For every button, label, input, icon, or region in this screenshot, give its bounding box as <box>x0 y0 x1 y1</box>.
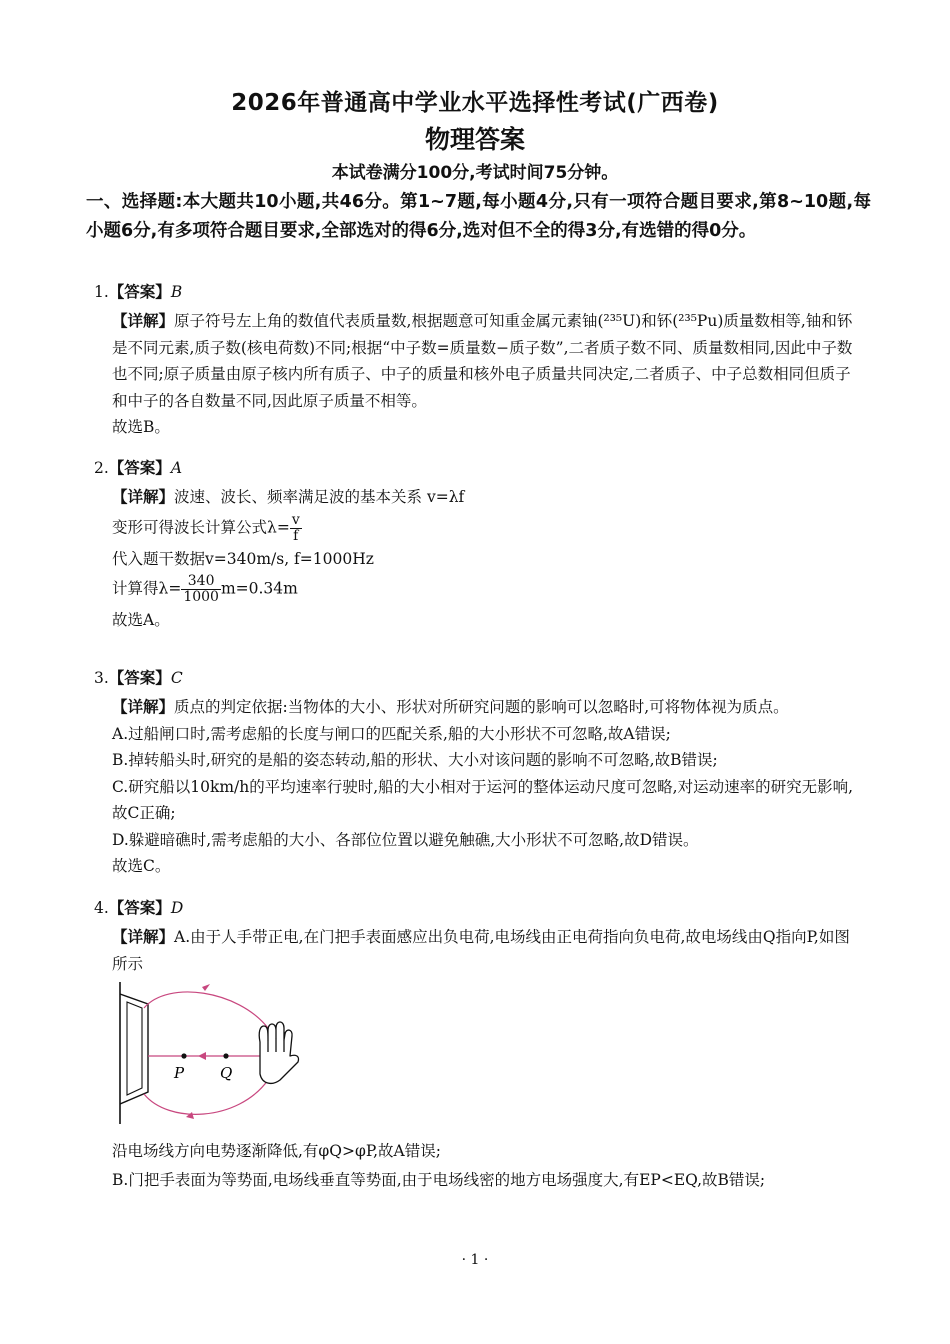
detail-label: 【详解】 <box>112 488 175 506</box>
question-number: 3. <box>94 669 109 687</box>
answer-detail <box>94 484 864 634</box>
field-line-bottom <box>144 1080 268 1114</box>
detail-label: 【详解】 <box>112 928 175 946</box>
answer-value: D <box>170 899 184 917</box>
detail-text: A.由于人手带正电,在门把手表面感应出负电荷,电场线由正电荷指向负电荷,故电场线由Q指向P,如图所示 <box>112 928 850 973</box>
exam-subtitle: 物理答案 <box>424 125 525 154</box>
answer-detail <box>94 694 864 880</box>
answer-line <box>94 280 864 304</box>
question-number: 1. <box>94 283 109 301</box>
question-4-continued <box>94 1138 864 1193</box>
answer-detail <box>94 308 864 441</box>
point-p <box>181 1053 186 1058</box>
question-1 <box>94 280 864 441</box>
detail-label: 【详解】 <box>112 698 175 716</box>
field-line-top <box>144 992 268 1028</box>
question-number: 2. <box>94 459 109 477</box>
fraction-denominator: 1000 <box>183 589 219 605</box>
answer-detail-continued <box>94 1138 864 1193</box>
electric-field-figure <box>108 982 308 1127</box>
arrow-bottom <box>186 1112 194 1119</box>
data-substitution: 代入题干数据v=340m/s, f=1000Hz <box>112 549 374 568</box>
answer-value: C <box>170 669 183 687</box>
answer-label: 【答案】 <box>108 459 171 477</box>
option-a-conclusion: 沿电场线方向电势逐渐降低,有φQ>φP,故A错误; <box>112 1142 441 1160</box>
answer-label: 【答案】 <box>108 899 171 917</box>
option-b-analysis: B.掉转船头时,研究的是船的姿态转动,船的形状、大小对该问题的影响不可忽略,故B错误; <box>112 751 718 769</box>
conclusion: 故选A。 <box>112 611 170 629</box>
result-suffix: m=0.34m <box>220 579 298 598</box>
fraction-numerator: 340 <box>181 574 221 590</box>
answer-line <box>94 666 864 690</box>
question-2 <box>94 456 864 634</box>
question-3 <box>94 666 864 880</box>
conclusion: 故选B。 <box>112 418 170 436</box>
answer-detail <box>94 924 864 977</box>
conclusion: 故选C。 <box>112 857 171 875</box>
option-a-analysis: A.过船闸口时,需考虑船的长度与闸口的匹配关系,船的大小形状不可忽略,故A错误; <box>112 724 671 743</box>
label-p: P <box>174 1064 185 1082</box>
fraction-340-over-1000 <box>181 574 221 605</box>
answer-label: 【答案】 <box>108 669 171 687</box>
fraction-numerator: v <box>291 511 300 528</box>
fraction-denominator: f <box>293 527 299 544</box>
answer-value: B <box>170 283 183 301</box>
section-1-instructions: 一、选择题:本大题共10小题,共46分。第1~7题,每小题4分,只有一项符合题目要求,第8~10题,每小题6分,有多项符合题目要求,全部选对的得6分,选对但不全的得3分,有选错的得0分。 <box>86 192 871 241</box>
answer-value: A <box>170 459 183 477</box>
result-prefix: 计算得λ= <box>112 579 182 598</box>
field-arrows <box>186 984 210 1119</box>
formula-prefix: 变形可得波长计算公式λ= <box>112 518 290 536</box>
question-number: 4. <box>94 899 109 917</box>
label-q: Q <box>220 1064 233 1082</box>
door-handle-outer <box>120 994 148 1104</box>
arrow-top <box>202 984 210 991</box>
detail-text: 质点的判定依据:当物体的大小、形状对所研究问题的影响可以忽略时,可将物体视为质点。 <box>174 698 789 716</box>
option-b-analysis: B.门把手表面为等势面,电场线垂直等势面,由于电场线密的地方电场强度大,有EP<EQ,故B错误; <box>112 1170 766 1189</box>
exam-info: 本试卷满分100分,考试时间75分钟。 <box>331 163 619 183</box>
detail-text: 原子符号左上角的数值代表质量数,根据题意可知重金属元素铀(²³⁵U)和钚(²³⁵Pu)质量数相等,铀和钚是不同元素,质子数(核电荷数)不同;根据“中子数=质量数−质子数”,二者质子数不同、质量数相同,因此中子数也不同;原子质量由原子核内所有质子、中子的质量和核外电子质量共同决定,二者质子、中子总数相同但质子和中子的各自数量不同,因此原子质量不相等。 <box>112 312 853 410</box>
fraction-v-over-f <box>290 513 302 544</box>
option-d-analysis: D.躲避暗礁时,需考虑船的大小、各部位位置以避免触礁,大小形状不可忽略,故D错误。 <box>112 830 699 849</box>
exam-title: 2026年普通高中学业水平选择性考试(广西卷) <box>231 90 719 116</box>
arrow-middle <box>198 1052 206 1060</box>
answer-label: 【答案】 <box>108 283 171 301</box>
door-handle-inner <box>127 1002 142 1095</box>
option-c-analysis: C.研究船以10km/h的平均速率行驶时,船的大小相对于运河的整体运动尺度可忽略,对运动速率的研究无影响,故C正确; <box>112 777 854 822</box>
question-4 <box>94 896 864 977</box>
detail-label: 【详解】 <box>112 312 175 330</box>
answer-line <box>94 456 864 480</box>
page-number: · 1 · <box>461 1252 489 1268</box>
answer-line <box>94 896 864 920</box>
point-q <box>223 1053 228 1058</box>
hand-icon <box>259 1022 298 1083</box>
detail-text: 波速、波长、频率满足波的基本关系 v=λf <box>174 488 465 506</box>
